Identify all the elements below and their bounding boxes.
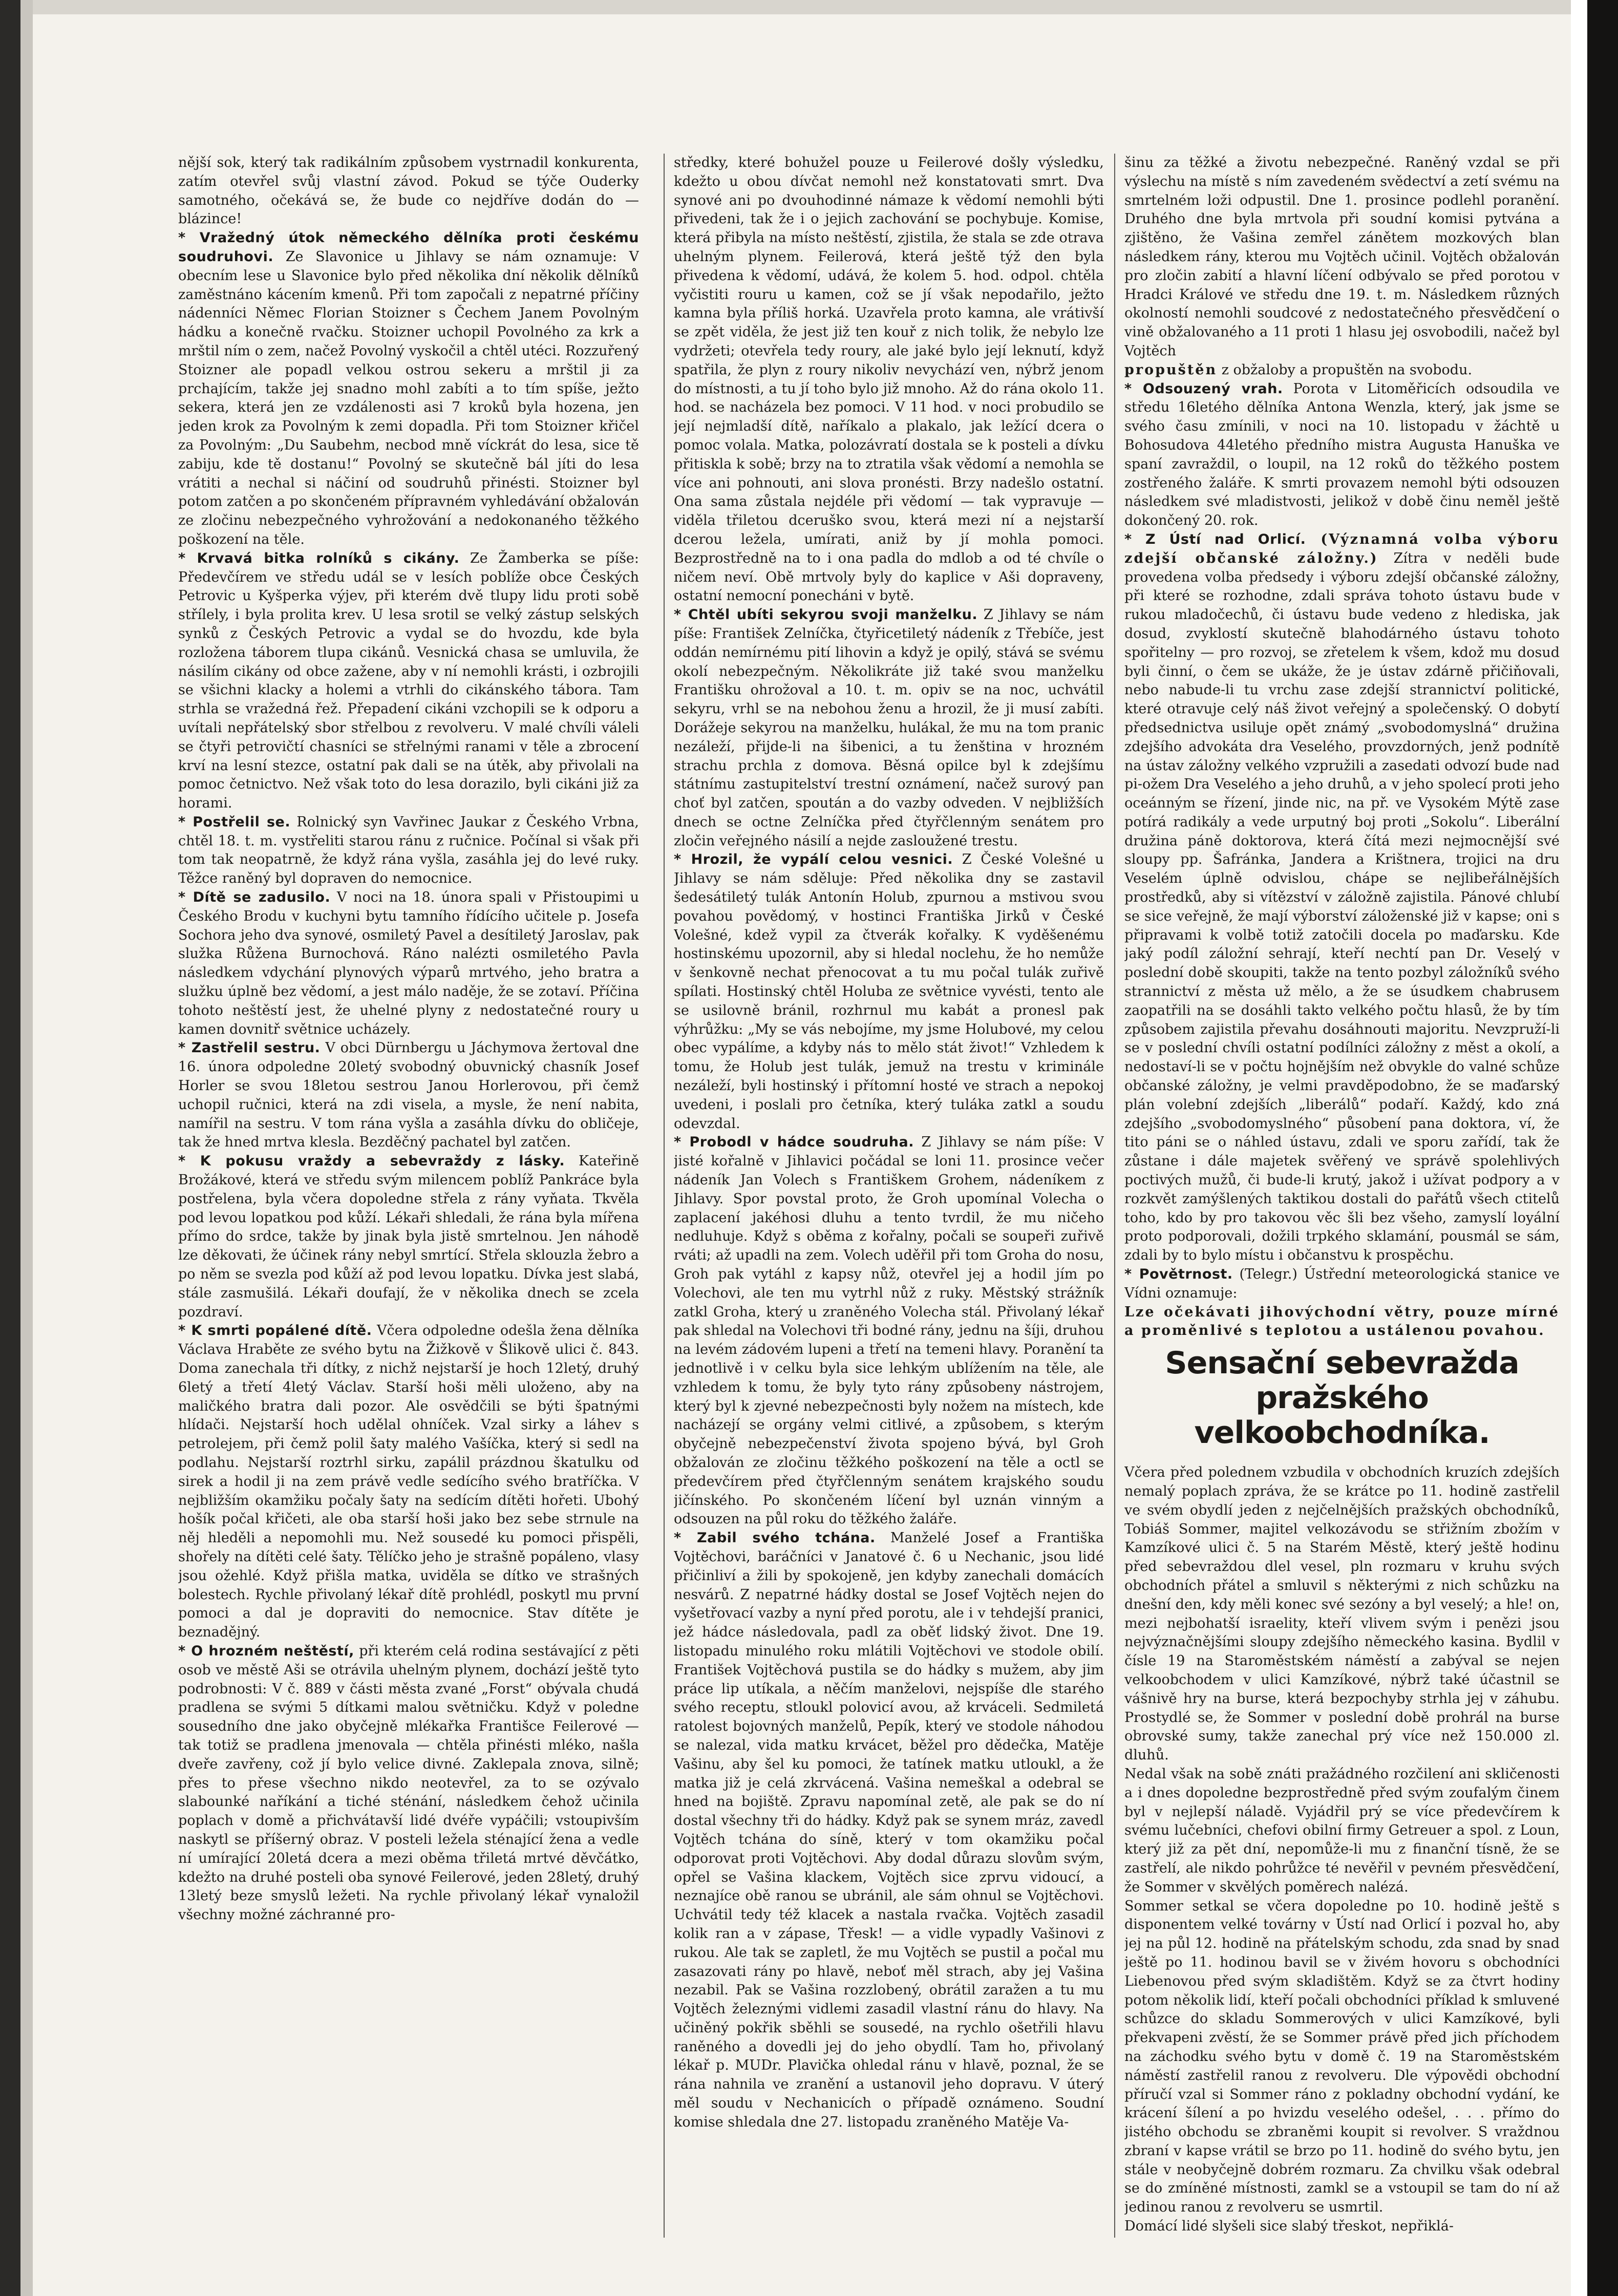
spaced-text: (Významná volba výboru zdejší občanské záložny.) — [1124, 531, 1560, 566]
column-3 — [1124, 154, 1560, 2238]
scan-top-edge — [33, 0, 1571, 14]
headline-line-2: velkoobchodníka. — [1194, 1415, 1490, 1451]
news-paragraph — [178, 229, 639, 549]
item-text: V noci na 18. února spali v Přistoupimi u Českého Brodu v kuchyni bytu tamního řídícího učitele p. Josefa Sochora jeho dva synové, osmiletý Pavel a desítiletý Jaroslav, pak služka Růžena Burnochová. Ráno nalézti osmiletého Pavla následkem vdychání plynových výparů mrtvého, jeho bratra a služku úplně bez vědomí, a jest málo naděje, že se zotaví. Příčina tohoto neštěstí jest, že uhelné plyny z nedostatečné roury u kamen dovnitř světnice ucházely. — [178, 889, 639, 1037]
column-3-news — [1124, 154, 1560, 1341]
item-text: Z Jihlavy se nám píše: V jisté kořalně v Jihlavici počádal se loni 11. prosince večer nádeník Jan Volech s Františkem Grohem, nádeníkem z Jihlavy. Spor povstal proto, že Groh upomínal Volecha o zaplacení jakéhosi dluhu a tento tvrdil, že mu ničeho nedluhuje. Když s oběma z kořalny, počali se soupeři zuřivě rváti; až upadli na zem. Volech uděřil při tom Groha do nosu, Groh pak vytáhl z kapsy nůž, otevřel jej a hodil jím po Volechovi, ale ten mu vytrhl nůž z ruky. Městský strážník zatkl Groha, který u zraněného Volecha stál. Přivolaný lékař pak shledal na Volechovi tři bodné rány, jednu na šíji, druhou na levém zádovém lupeni a třetí na temeni hlavy. Poranění ta jednotlivě i v celku byla sice lehkým ublížením na těle, ale vzhledem k tomu, že byly tyto rány způsobeny nástrojem, který byl k zjevné nebezpečnosti byly nožem na místech, kde nacházejí se orgány velmi citlivé, a způsobem, s kterým obyčejně nebezpečenství života spojeno bývá, byl Groh obžalován ze zločinu těžkého poškození na těle a octl se předevčírem před čtyřčlenným senátem krajského soudu jičínského. Po skončeném líčení byl uznán vinným a odsouzen na půl roku do těžkého žaláře. — [674, 1134, 1104, 1527]
headline-line-1: Sensační sebevražda pražského — [1165, 1345, 1519, 1416]
news-paragraph — [178, 154, 639, 229]
news-paragraph — [1124, 380, 1560, 530]
spaced-text: Lze očekávati jihovýchodní větry, pouze mírné a proměnlivé s teplotou a ustálenou povahou. — [1124, 1304, 1560, 1339]
news-paragraph — [178, 888, 639, 1039]
news-paragraph — [1124, 1897, 1560, 2218]
item-text: Domácí lidé slyšeli sice slabý třeskot, nepřiklá- — [1124, 2218, 1454, 2235]
item-lead: * Postřelil se. — [178, 814, 291, 830]
item-text: Včera před polednem vzbudila v obchodních kruzích zdejších nemalý poplach zpráva, že se krátce po 11. hodině zastřelil ve svém obydlí jeden z nejčelnějších pražských obchodníků, Tobiáš Sommer, majitel velkozávodu se střižním zbožím v Kamzíkové ulici č. 5 na Starém Městě, který ještě hodinu před sebevraždou dlel vesel, pln rozmaru v kruhu svých obchodních přátel a smluvil s některými z nich schůzku na dnešní den, kdy měli konec své sezóny a byl veselý; a hle! on, mezi nejbohatší israelity, kteří vlivem svým i penězi jsou nejvýznačnějšími sloupy zdejšího německého kasina. Bydlil v čísle 19 na Staroměstském náměstí a zabýval se nejen velkoobchodem v ulici Kamzíkové, nýbrž také účastnil se vášnivě hry na burse, která bezpochyby strhla jej v záhubu. Prostydlé se, že Sommer v poslední době prohrál na burse obrovské sumy, takže zanechal prý více než 150.000 zl. dluhů. — [1124, 1464, 1560, 1763]
item-lead: * Zastřelil sestru. — [178, 1040, 321, 1056]
item-text: Sommer setkal se včera dopoledne po 10. hodině ještě s disponentem velké továrny v Ústí nad Orlicí i pozval ho, aby jej na půl 12. hodině na přátelským schodu, zda snad by snad ještě po 11. hodinou bavil se v živém hovoru s obchodníci Liebenovou před svým skladištěm. Když se za čtvrt hodiny potom několik lidí, kteří počali obchodníci příklad k smluvené schůzce do skladu Sommerových v ulici Kamzíkové, byli překvapeni zvěstí, že se Sommer právě před jich příchodem na záchodku svého bytu v domě č. 19 na Staroměstském náměstí zastřelil ranou z revolveru. Dle výpovědi obchodní příručí vzal si Sommer ráno z pokladny obchodní vydání, ke krácení šílení a po hvizdu veselého odešel, . . . přímo do jistého obchodu se zbraněmi koupit si revolver. S vraždnou zbraní v kapse vrátil se brzo po 11. hodině do svého bytu, jen stále v neobyčejně dobrém rozmaru. Za chvilku však odebral se do zmíněné místnosti, zamkl se a vstoupil se tam do ní až jedinou ranou z revolveru se usmrtil. — [1124, 1898, 1560, 2216]
item-lead: * Probodl v hádce soudruha. — [674, 1134, 914, 1151]
item-lead: * Krvavá bitka rolníků s cikány. — [178, 550, 460, 566]
scan-left-edge — [0, 0, 20, 2296]
spaced-text: propuštěn — [1124, 362, 1218, 378]
scan-right-margin — [1571, 0, 1587, 2296]
item-lead: * O hrozném neštěstí, — [178, 1643, 354, 1659]
news-paragraph — [1124, 361, 1560, 380]
item-lead: * Povětrnost. — [1124, 1266, 1233, 1283]
item-text: Porota v Litoměřicích odsoudila ve středu 16letého dělníka Antona Wenzla, který, jak jsme se svého času zmínili, v noci na 10. listopadu v žáchtě u Bohosudova 44letého předního mistra Augusta Hanuška ve spaní zavraždil, o loupil, na 12 roků do těžkého postem zostřeného žaláře. K smrti provazem nemohl býti odsouzen následkem své mladistvosti, jelikož v době činu neměl ještě dokončený 20. rok. — [1124, 380, 1560, 529]
news-paragraph — [674, 1529, 1104, 2132]
item-text: Manželé Josef a Františka Vojtěchovi, baráčníci v Janatové č. 6 u Nechanic, jsou lidé přičinliví a žili by spokojeně, jen kdyby zanechali domácích nesvárů. Z nepatrné hádky dostal se Josef Vojtěch nejen do vyšetřovací vazby a nyní před porotu, ale i v tehdejší pranici, jež hádce následovala, padl za oběť lidský život. Dne 19. listopadu minulého roku mlátili Vojtěchovi ve stodole obilí. František Vojtěchová pustila se do hádky s mužem, aby jim práce lip utíkala, a něčím manželovi, nejspíše dle starého svého receptu, stloukl polovicí avou, až krváceli. Sedmiletá ratolest bojovných manželů, Pepík, který ve stodole náhodou se nalezal, vida matku krvácet, běžel pro dědečka, Matěje Vašinu, aby šel ku pomoci, že tatínek matku utloukl, a že matka již je celá zkrvácená. Vašina nemeškal a odebral se hned na bojiště. Zpravu napomínal zetě, ale pak se do ní dostal všechny tři do hádky. Když pak se synem mráz, zavedl Vojtěch tchána do síně, který v tom okamžiku počal odporovat proti Vojtěchovi. Aby dodal důrazu slovům svým, opřel se Vašina klackem, Vojtěch sice zprvu vidoucí, a neznajíce obě ranou se ubránil, ale sám ohnul se Vojtěchovi. Uchvátil tedy též klacek a nastala rvačka. Vojtěch zasadil kolik ran a v zápase, Třesk! — a vidle vypadly Vašinovi z rukou. Ale tak se zapletl, že mu Vojtěch se pustil a počal mu zasazovati rány po hlavě, neboť měl strach, aby jej Vašina nezabil. Pak se Vašina rozzlobený, obrátil zaražen a tu mu Vojtěch železnými vidlemi zasadil vlastní ránu do hlavy. Na učiněný pokřik sběhli se sousedé, na rychlo ošetřili hlavu raněného a dovedli jej do jeho obydlí. Tam ho, přivolaný lékař p. MUDr. Plavička ohledal ránu v hlavě, poznal, že se rána nahnila ve zranění a ustanovil jeho dopravu. V úterý měl soudu v Nechanicích o případě oznámeno. Soudní komise shledala dne 27. listopadu zraněného Matěje Va- — [674, 1530, 1104, 2130]
column-2 — [674, 154, 1104, 2238]
item-text: Rolnický syn Vavřinec Jaukar z Českého Vrbna, chtěl 18. t. m. vystřeliti starou ránu z ručnice. Počínal si však při tom tak neopatrně, že když rána vyšla, zasáhla jej do levé ruky. Těžce raněný byl dopraven do nemocnice. — [178, 814, 639, 887]
item-text: z obžaloby a propuštěn na svobodu. — [1217, 362, 1473, 378]
item-lead: * Dítě se zadusilo. — [178, 889, 331, 906]
item-text: nější sok, který tak radikálním způsobem vystrnadil konkurenta, zatím otevřel svůj vlastní závod. Pokud se týče Ouderky samotného, očekává se, že bude co nejdříve dodán do — blázince! — [178, 155, 639, 227]
news-paragraph — [674, 1133, 1104, 1529]
news-paragraph — [178, 1322, 639, 1642]
item-lead: * Chtěl ubíti sekyrou svoji manželku. — [674, 607, 978, 623]
news-paragraph — [674, 606, 1104, 851]
item-text: Ze Slavonice u Jihlavy se nám oznamuje: V obecním lese u Slavonice bylo před několika dní několik dělníků zaměstnáno kácením kmenů. Při tom započali z nepatrné příčiny nádenníci Němec Florian Stoizner s Čechem Janem Povolným hádku a konečně rvačku. Stoizner uchopil Povolného za krk a mrštil ním o zem, načež Povolný vyskočil a chtěl utéci. Rozzuřený Stoizner ale popadl velkou ostrou sekeru a mrštil ji za prchajícím, takže jej snadno mohl zabíti a to tím spíše, ježto sekera, která jen ze vzdálenosti asi 7 kroků byla hozena, jen jeden krok za Povolným k zemi dopadla. Při tom Stoizner křičel za Povolným: „Du Saubehm, necbod mně víckrát do lesa, sice tě zabiju, kde tě dostanu!“ Povolný se skutečně bál jíti do lesa vrátiti a nechal si náčiní od soudruhů přinésti. Stoizner byl potom zatčen a po skončeném přípravném vyhledávání obžalován ze zločinu nebezpečného vyhrožování a nedokonaného těžkého poškození na těle. — [178, 248, 639, 547]
article-headline — [1124, 1346, 1560, 1450]
column-rule-1 — [664, 154, 665, 2238]
item-text: při kterém celá rodina sestávající z pěti osob ve městě Aši se otrávila uhelným plynem, dochází ještě tyto podrobnosti: V č. 889 v části města zvané „Forst“ obývala chudá pradlena se svými 5 dítkami malou světničku. Když v poledne sousedního dne jako obyčejně mlékařka Františce Feilerové — tak totiž se pradlena jmenovala — chtěla přinésti mléko, našla dveře zavřeny, což jí bylo velice divné. Zaklepala znova, silně; přes to přese všechno nikdo neotevřel, za to se ozývalo slabounké naříkání a tiché sténání, následkem čehož učinila poplach v domě a přichvátavší lidé dvéře vypáčili; vstoupivším naskytl se příšerný obraz. V posteli ležela sténající žena a vedle ní umírající 20letá dcera a mezi oběma třiletá mrtvé děvčátko, kdežto na druhé posteli oba synové Feilerové, jeden 28letý, druhý 13letý beze smyslů ležeti. Na rychle přivolaný lékař vynaložil všechny možné záchranné pro- — [178, 1643, 639, 1923]
news-paragraph — [674, 154, 1104, 606]
news-paragraph — [178, 813, 639, 888]
scan-right-edge — [1587, 0, 1618, 2296]
item-lead: * Vražedný útok německého dělníka proti českému soudruhovi. — [178, 230, 639, 265]
news-paragraph — [1124, 1303, 1560, 1341]
news-paragraph — [674, 851, 1104, 1133]
news-paragraph — [178, 1039, 639, 1152]
news-paragraph — [1124, 530, 1560, 1265]
item-text: Ze Žamberka se píše: Předevčírem ve středu udál se v lesích poblíže obce Českých Petrovic u Kyšperka výjev, při kterém dvě tlupy lidu proti sobě střílely, i byla prolita krev. U lesa srotil se velký zástup selských synků z Českých Petrovic a vydal se do hvozdu, kde byla rozložena táborem tlupa cikánů. Vesnická chasa se umluvila, že násilím cikány od obce zažene, aby v ní nemohli krásti, i ozbrojili se všichni klacky a holemi a vtrhli do cikánského tábora. Tam strhla se vražedná řež. Přepadení cikáni vzchopili se k odporu a uvítali nepřátelský sbor střelbou z revolveru. V malé chvíli váleli se čtyři petrovičtí chasníci se střelnými ranami v těle a zbrocení krví na lesní stezce, ostatní pak dali se na útěk, aby přivolali na pomoc četnictvo. Než však toto do lesa dorazilo, byli cikáni již za horami. — [178, 550, 639, 812]
item-text: Včera odpoledne odešla žena dělníka Václava Hraběte ze svého bytu na Žižkově v Šlikově ulici č. 843. Doma zanechala tři dítky, z nichž nejstarší je hoch 12letý, druhý 6letý a třetí 4letý Václav. Starší hoši měli uloženo, aby na maličkého bratra dali pozor. Ale osvědčili se býti špatnými hlídači. Nejstarší hoch udělal ohníček. Vzal sirky a láhev s petrolejem, při čemž polil šaty malého Vašíčka, který si sedl na podlahu. Nejstarší roztrhl sirku, zapálil prázdnou škatulku od sirek a hodil ji na zem právě vedle sedícího svého bratříčka. V nejbližším okamžiku počaly šaty na sedícím dítěti hořeti. Ubohý hošík počal křičeti, ale oba starší hoši jako bez sebe strnule na něj hleděli a nepomohli mu. Než sousedé ku pomoci přispěli, shořely na dítěti celé šaty. Tělíčko jeho je strašně popáleno, vlasy jsou ožehlé. Když přišla matka, uviděla se dítko ve strašných bolestech. Rychle přivolaný lékař dítě prohlédl, poskytl mu první pomoci a dal je dopraviti do nemocnice. Stav dítěte je beznadějný. — [178, 1323, 639, 1641]
item-lead: * Odsouzený vrah. — [1124, 380, 1283, 397]
item-lead: * Zabil svého tchána. — [674, 1530, 876, 1546]
news-paragraph — [178, 1642, 639, 1925]
news-paragraph — [1124, 1265, 1560, 1303]
item-lead: * Hrozil, že vypálí celou vesnici. — [674, 852, 953, 868]
item-text: Nedal však na sobě znáti pražádného rozčilení ani skličenosti a i dnes dopoledne bezprostředně před svým zoufalým činem byl v nejlepší náladě. Vyjádřil prý se více předevčírem k svému lučebníci, chefovi obilní firmy Getreuer a spol. z Loun, který již za pět dní, nepomůže-li mu z finanční tísně, že se zastřelí, ale nikdo pohrůžce té nevěřil v pevném přesvědčení, že Sommer v skvělých poměrech nalézá. — [1124, 1766, 1560, 1895]
item-text: Kateřině Brožákové, která ve středu svým milencem poblíž Pankráce byla postřelena, byla včera dopoledne střela z rány vyňata. Tkvěla pod levou lopatkou pod kůží. Lékaři shledali, že rána byla mířena přímo do srdce, takže by jinak byla jistě smrtelnou. Jen náhodě lze děkovati, že účinek rány nebyl smrtící. Střela sklouzla žebro a po něm se svezla pod kůží až pod levou lopatku. Dívka jest slabá, stále zasmušilá. Lékaři doufají, že v několika dnech se zcela pozdraví. — [178, 1153, 639, 1320]
item-text: Z České Volešné u Jihlavy se nám sděluje: Před několika dny se zastavil šedesátiletý tulák Antonín Holub, zpurnou a mstivou svou povahou povědomý, v hostinci Františka Jirků v České Volešné, kdež vypil za čtverák kořalky. K vyděšenému hostinskému upozornil, aby si hledal noclehu, že ho nemůže v šenkovně nechat přenocovat a tu mu počal tulák zuřivě spílati. Hostinský chtěl Holuba ze světnice vyvésti, tento ale se usilovně bránil, rozhrnul mu kabát a pronesl pak výhrůžku: „My se vás nebojíme, my jsme Holubové, my celou obec vypálíme, a kdyby nás to mělo stát život!“ Vzhledem k tomu, že Holub jest tulák, jemuž na trestu v kriminále nezáleží, byli hostinský i přítomní hosté ve strach a nepokoj uvedeni, i poslali pro četníka, který tuláka zatkl a soudu odevzdal. — [674, 852, 1104, 1132]
news-paragraph — [1124, 2217, 1560, 2236]
news-paragraph — [178, 1152, 639, 1322]
item-lead: * K pokusu vraždy a sebevraždy z lásky. — [178, 1153, 565, 1170]
item-text: V obci Dürnbergu u Jáchymova žertoval dne 16. února odpoledne 20letý svobodný obuvnický chasník Josef Horler se svou 18letou sestrou Janou Horlerovou, při čemž uchopil ručnici, která na zdi visela, a mysle, že není nabita, namířil na sestru. V tom rána vyšla a zasáhla dívku do obličeje, tak že hned mrtva klesla. Bezděčný pachatel byl zatčen. — [178, 1040, 639, 1151]
item-lead: * K smrti popálené dítě. — [178, 1323, 372, 1339]
news-paragraph — [178, 549, 639, 813]
column-3-article — [1124, 1463, 1560, 2236]
column-1 — [178, 154, 639, 2238]
item-text: středky, které bohužel pouze u Feilerové došly výsledku, kdežto u obou dívčat nemohl než konstatovati smrt. Dva synové ani po dvouhodinné námaze k vědomí nemohli býti přivedeni, tak že i o jejich zachování se pochybuje. Komise, která přibyla na místo neštěstí, zjistila, že stala se zde otrava uhelným plynem. Feilerová, která ještě týž den byla přivedena k vědomí, udává, že kolem 5. hod. odpol. chtěla vyčistiti rouru u kamen, což se jí však nepodařilo, ježto kamna byla příliš horká. Uzavřela proto kamna, ale vrátivší se zpět viděla, že jest již ten kouř z nich tolik, že nebylo lze vydržeti; otevřela tedy roury, ale jaké bylo její leknutí, když spatřila, že plyn z roury nikoliv nevychází ven, nýbrž jenom do místnosti, a tu jí toho bylo již mnoho. Až do rána okolo 11. hod. se nacházela bez pomoci. V 11 hod. v noci probudilo se její nejmladší dítě, naříkalo a plakalo, jak ležící dcera o pomoc volala. Matka, polozávratí dostala se k posteli a dívku přitiskla k sobě; brzy na to ztratila však vědomí a nemohla se více ani pohnouti, ani slova pronésti. Brzy nadešlo ostatní. Ona sama zůstala nejdéle při vědomí — tak vypravuje — viděla třiletou dceruško svou, která mezi ní a nejstarší dcerou ležela, umírati, aniž by jí mohla pomoci. Bezprostředně na to i ona padla do mdlob a od té chvíle o ničem neví. Obě mrtvoly byly do kaplice v Aši dopraveny, ostatní nemocní ponecháni v bytě. — [674, 155, 1104, 604]
column-rule-2 — [1114, 154, 1115, 2238]
item-text: (Telegr.) Ústřední meteorologická stanice ve Vídni oznamuje: — [1124, 1266, 1560, 1301]
item-text: Zítra v neděli bude provedena volba předsedy i výboru zdejší občanské záložny, při které se rozhodne, zdali správa tohoto ústavu bude v rukou mladočechů, či ústavu bude vedeno z hlediska, jak dosud, zvyklostí skutečně blahodárného ústavu tohoto spořitelny — pro rozvoj, se zřetelem k všem, kdož mu dosud byli činní, o čem se ukáže, že je ústav zdárně přičiňovali, nebo nabude-li tu vrchu zase zdejší strannictví politické, které otravuje celý náš život veřejný a společenský. O dobytí předsednictva usiluje opět známý „svobodomyslná“ družina zdejšího advokáta dra Veselého, provzdorných, jenž podnítě na ústav záložny velkého vzpružili a zasedati odvozí bude nad pi-ožem Dra Veselého a jeho druhů, a v jeho spolecí proti jeho oceánným se řízení, jinde nic, na př. ve Vysokém Mýtě zase potírá radikály a vede urputný boj proti „Sokolu“. Liberální družina páně doktorova, která čítá mezi nejmocnější své sloupy pp. Šafránka, Jandera a Krištnera, trojici na dru Veselém úplně odvislou, chápe se nejlibeřálnějších prostředků, aby si vítězství v záložně zajistila. Pánové chlubí se sice veřejně, že mají výborství záloženské již v kapse; oni s připravami k volbě totiž zatočili docela po maďarsku. Kde jaký podíl záložní sehrají, kteří nechtí pan Dr. Veselý v poslední době skoupiti, takže na tento pozbyl záložníků svého strannictví z města už mělo, a že se úsudkem chabrusem zaopatřili na se dosáhli takto velkého počtu hlasů, že by tím způsobem zajistila převahu dosáhnouti majoritu. Nevzpruží-li se v poslední chvíli ostatní podílníci záložny z měst a okolí, a nedostaví-li se v počtu hojnějším než obvykle do valné schůze občanské záložny, je velmi pravděpodobno, že se maďarský plán volební zdejších „liberálů“ podaří. Každý, kdo zná zdejšího „svobodomyslného“ působení pana doktora, ví, že tito páni se o náhled ústavu, zdali ve sporu zařídí, tak že zůstane i dále majetek svěřený ve správě spolehlivých poctivých mužů, či bude-li krutý, jakož i užívat podpory a v rozkvět zamýšlených taktikou dostali do pařátů všech ctitelů toho, kdo by pro takovou věc šli bez všeho, zamyslí loyální proto podporovali, dožili trpkého sklamání, pousmál se sám, zdali by to bylo místu i občanstvu k prospěchu. — [1124, 550, 1560, 1264]
news-paragraph — [1124, 154, 1560, 361]
item-text: šinu za těžké a životu nebezpečné. Raněný vzdal se při výslechu na místě s ním zavedeném svědectví a zetí svému na smrtelném loži odpustil. Dne 1. prosince podlehl poranění. Druhého dne byla mrtvola při soudní komisi pytvána a zjištěno, že Vašina zemřel zánětem mozkových blan následkem rány, kterou mu Vojtěch učinil. Vojtěch obžalován pro zločin zabití a hlavní líčení odbývalo se před porotou v Hradci Králové ve středu dne 19. t. m. Následkem různých okolností nemohli soudcové z nedostatečného přesvědčení o vině obžalovaného a 11 proti 1 hlasu jej osvobodili, načež byl Vojtěch — [1124, 155, 1560, 359]
news-paragraph — [1124, 1463, 1560, 1765]
item-text: Z Jihlavy se nám píše: František Zelníčka, čtyřicetiletý nádeník z Třebíče, jest oddán nemírnému pití lihovin a když je opilý, stává se svému okolí nebezpečným. Několikráte již také svou manželku Františku ohrožoval a 10. t. m. opiv se na noc, uchvátil sekyru, vrhl se na nebohou ženu a hrozil, že ji musí zabíti. Dorážeje sekyrou na manželku, hulákal, že mu na tom pranic nezáleží, přijde-li na šibenici, a tu ženština v hrozném strachu prchla z domova. Běsná opilce byl k zdejšímu státnímu zastupitelství trestní oznámení, načež surový pan choť byl zatčen, spoután a do vazby odveden. V nejbližších dnech se octne Zelníčka před čtyřčlenným senátem pro zločin veřejného násilí a nejde zasloužené trestu. — [674, 607, 1104, 849]
news-paragraph — [1124, 1765, 1560, 1897]
scan-left-margin — [20, 0, 33, 2296]
item-lead: * Z Ústí nad Orlicí. — [1124, 531, 1306, 547]
